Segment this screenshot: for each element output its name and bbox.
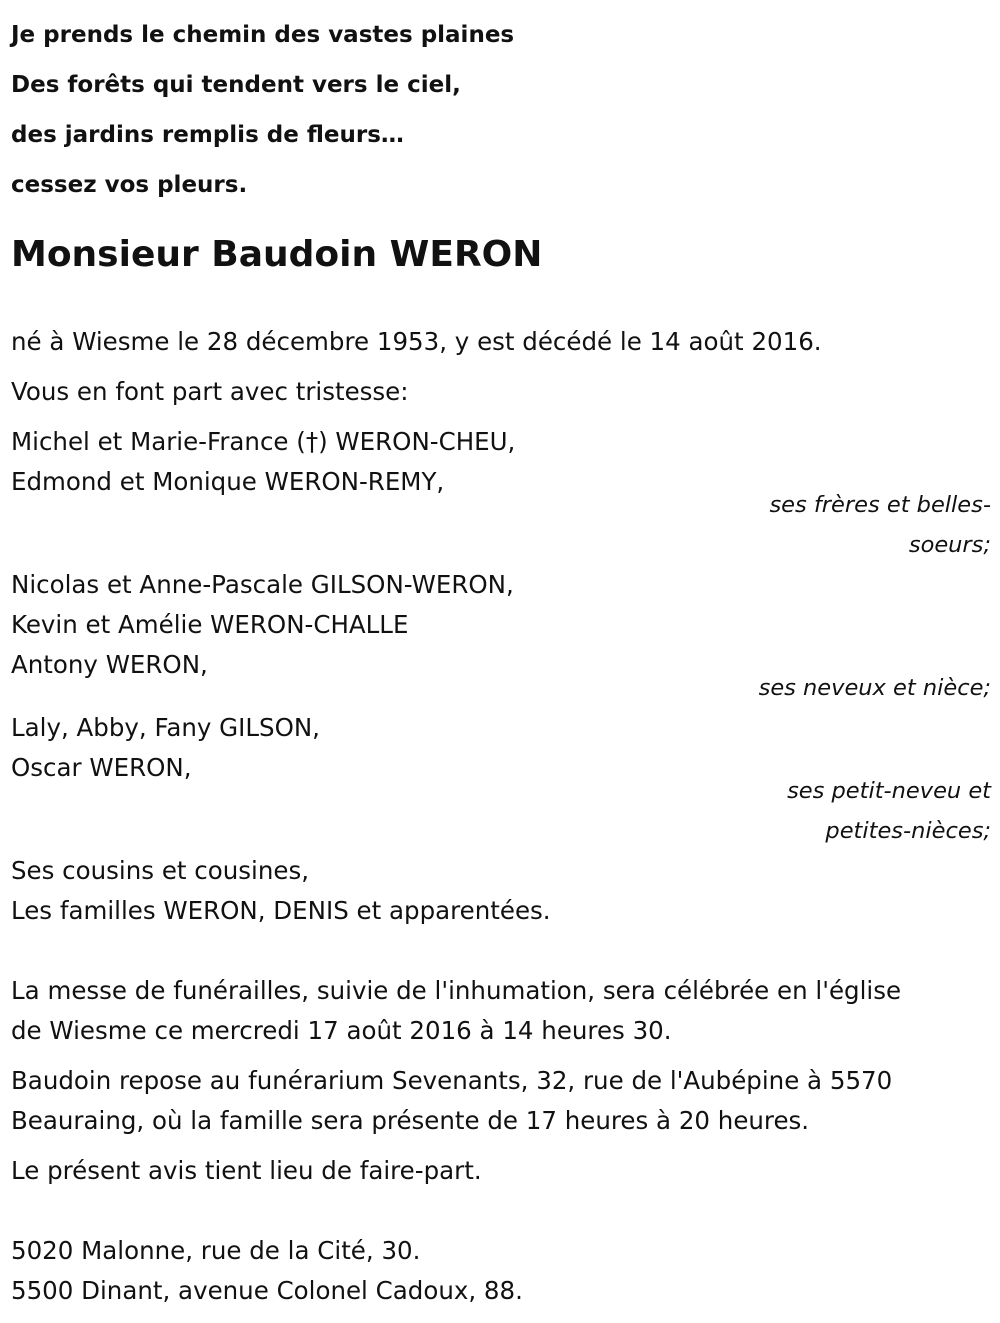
address-line: 5500 Dinant, avenue Colonel Cadoux, 88. bbox=[11, 1276, 523, 1305]
repose-info-line: Beauraing, où la famille sera présente de 17 heures à 20 heures. bbox=[11, 1106, 810, 1135]
relationship-label: soeurs; bbox=[908, 532, 991, 558]
birth-death-line: né à Wiesme le 28 décembre 1953, y est décédé le 14 août 2016. bbox=[11, 327, 822, 356]
family-member-line: Nicolas et Anne-Pascale GILSON-WERON, bbox=[11, 570, 514, 599]
extended-family-line: Les familles WERON, DENIS et apparentées. bbox=[11, 896, 551, 925]
intro-line: Vous en font part avec tristesse: bbox=[11, 377, 409, 406]
funeral-info-line: de Wiesme ce mercredi 17 août 2016 à 14 heures 30. bbox=[11, 1016, 672, 1045]
poem bbox=[11, 10, 991, 210]
poem-line: Je prends le chemin des vastes plaines bbox=[11, 22, 515, 48]
family-member-line: Michel et Marie-France (†) WERON-CHEU, bbox=[11, 427, 516, 456]
poem-line: cessez vos pleurs. bbox=[11, 172, 248, 198]
relationship-label: ses petit-neveu et bbox=[787, 778, 991, 804]
deceased-name: Monsieur Baudoin WERON bbox=[11, 234, 543, 275]
extended-family-line: Ses cousins et cousines, bbox=[11, 856, 309, 885]
relationship-label: ses neveux et nièce; bbox=[758, 675, 991, 701]
family-member-line: Edmond et Monique WERON-REMY, bbox=[11, 467, 445, 496]
family-member-line: Oscar WERON, bbox=[11, 753, 192, 782]
poem-line: des jardins remplis de fleurs… bbox=[11, 122, 404, 148]
family-member-line: Laly, Abby, Fany GILSON, bbox=[11, 713, 320, 742]
address-line: 5020 Malonne, rue de la Cité, 30. bbox=[11, 1236, 421, 1265]
family-member-line: Antony WERON, bbox=[11, 650, 208, 679]
repose-info-line: Baudoin repose au funérarium Sevenants, 32, rue de l'Aubépine à 5570 bbox=[11, 1066, 893, 1095]
relationship-label: petites-nièces; bbox=[825, 818, 991, 844]
funeral-info-line: La messe de funérailles, suivie de l'inhumation, sera célébrée en l'église bbox=[11, 976, 902, 1005]
family-member-line: Kevin et Amélie WERON-CHALLE bbox=[11, 610, 409, 639]
poem-line: Des forêts qui tendent vers le ciel, bbox=[11, 72, 461, 98]
notice-line: Le présent avis tient lieu de faire-part. bbox=[11, 1156, 482, 1185]
relationship-label: ses frères et belles- bbox=[769, 492, 991, 518]
